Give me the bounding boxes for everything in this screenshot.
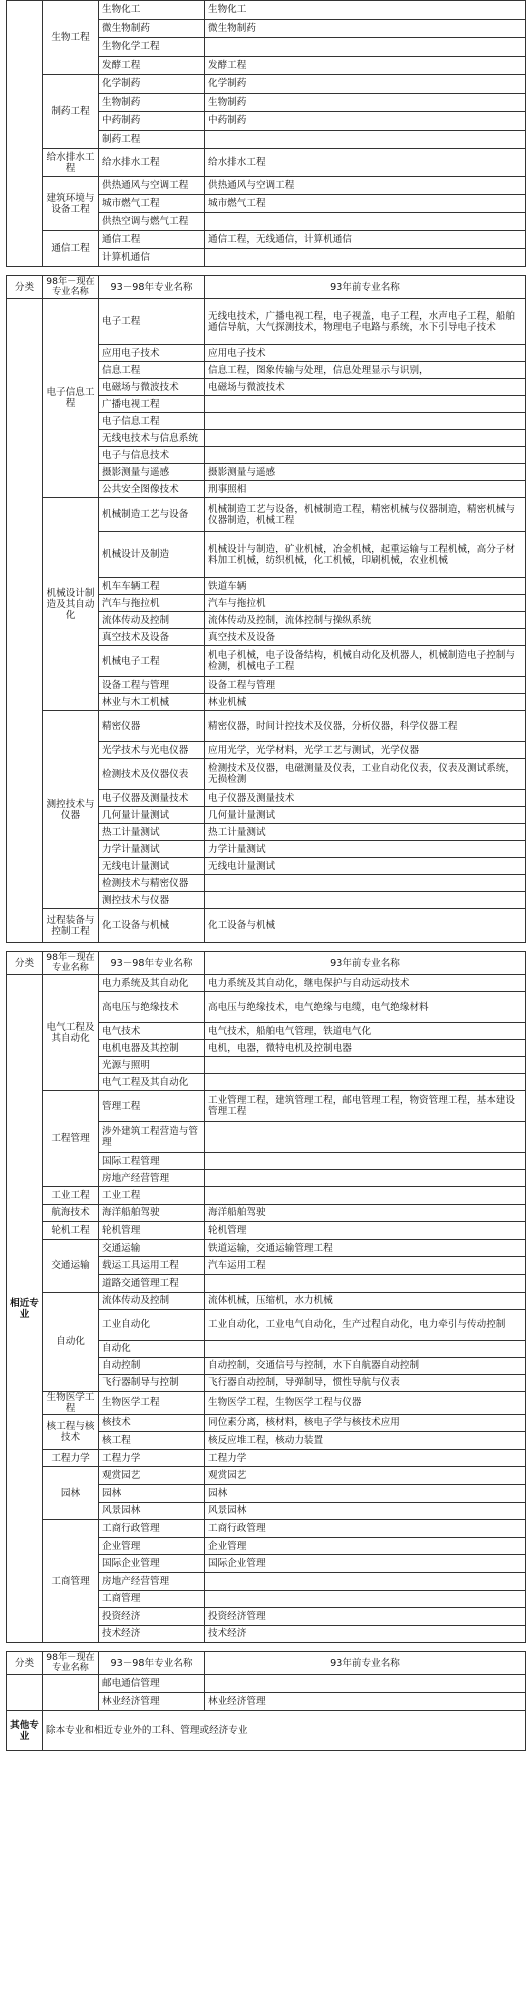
table-row bbox=[7, 1239, 526, 1257]
name-93-98-cell: 真空技术及设备 bbox=[99, 629, 205, 646]
name-pre-93-cell: 发酵工程 bbox=[205, 56, 526, 75]
name-pre-93-cell: 飞行器自动控制，导弹制导，惯性导航与仪表 bbox=[205, 1374, 526, 1391]
major-cell bbox=[43, 1675, 99, 1711]
name-93-98-cell: 汽车与拖拉机 bbox=[99, 595, 205, 612]
major-cell: 过程装备与控制工程 bbox=[43, 909, 99, 943]
header-category: 分类 bbox=[7, 1652, 43, 1675]
header-period-93-98: 93－98年专业名称 bbox=[99, 276, 205, 299]
name-pre-93-cell: 工业管理工程，建筑管理工程，邮电管理工程，物资管理工程，基本建设管理工程 bbox=[205, 1091, 526, 1122]
major-cell: 工程管理 bbox=[43, 1091, 99, 1187]
name-93-98-cell: 给水排水工程 bbox=[99, 149, 205, 177]
name-pre-93-cell: 核反应堆工程，核动力装置 bbox=[205, 1432, 526, 1450]
table-row bbox=[7, 231, 526, 249]
name-pre-93-cell: 化工设备与机械 bbox=[205, 909, 526, 943]
name-93-98-cell: 电子工程 bbox=[99, 299, 205, 345]
header-category: 分类 bbox=[7, 952, 43, 975]
name-93-98-cell: 微生物制药 bbox=[99, 19, 205, 38]
major-cell: 电气工程及其自动化 bbox=[43, 975, 99, 1091]
name-pre-93-cell: 生物制药 bbox=[205, 93, 526, 112]
name-93-98-cell: 高电压与绝缘技术 bbox=[99, 992, 205, 1023]
name-pre-93-cell: 给水排水工程 bbox=[205, 149, 526, 177]
other-majors-text: 除本专业和相近专业外的工科、管理或经济专业 bbox=[43, 1711, 526, 1751]
name-pre-93-cell: 微生物制药 bbox=[205, 19, 526, 38]
name-pre-93-cell: 林业机械 bbox=[205, 694, 526, 711]
name-93-98-cell: 生物制药 bbox=[99, 93, 205, 112]
major-cell: 自动化 bbox=[43, 1292, 99, 1391]
name-93-98-cell: 国际工程管理 bbox=[99, 1153, 205, 1170]
name-93-98-cell: 生物化学工程 bbox=[99, 38, 205, 57]
header-category: 分类 bbox=[7, 276, 43, 299]
name-93-98-cell: 飞行器制导与控制 bbox=[99, 1374, 205, 1391]
header-period-93-98: 93－98年专业名称 bbox=[99, 1652, 205, 1675]
name-pre-93-cell: 应用电子技术 bbox=[205, 345, 526, 362]
name-93-98-cell: 海洋船舶驾驶 bbox=[99, 1204, 205, 1222]
name-93-98-cell: 电机电器及其控制 bbox=[99, 1040, 205, 1057]
category-cell bbox=[7, 299, 43, 943]
name-pre-93-cell bbox=[205, 1153, 526, 1170]
major-cell: 航海技术 bbox=[43, 1204, 99, 1222]
table-row bbox=[7, 498, 526, 532]
name-pre-93-cell: 技术经济 bbox=[205, 1625, 526, 1643]
table-row bbox=[7, 909, 526, 943]
table-row bbox=[7, 1414, 526, 1432]
name-pre-93-cell bbox=[205, 1572, 526, 1590]
header-period-98-now: 98年－现在专业名称 bbox=[43, 1652, 99, 1675]
name-93-98-cell: 房地产经营管理 bbox=[99, 1170, 205, 1187]
section-table bbox=[6, 0, 526, 267]
name-pre-93-cell: 风景园林 bbox=[205, 1502, 526, 1520]
major-cell: 测控技术与仪器 bbox=[43, 711, 99, 909]
major-cell: 建筑环境与设备工程 bbox=[43, 177, 99, 231]
name-93-98-cell: 供热通风与空调工程 bbox=[99, 177, 205, 195]
name-pre-93-cell: 供热通风与空调工程 bbox=[205, 177, 526, 195]
name-pre-93-cell: 高电压与绝缘技术，电气绝缘与电缆，电气绝缘材料 bbox=[205, 992, 526, 1023]
name-93-98-cell: 电子与信息技术 bbox=[99, 447, 205, 464]
name-93-98-cell: 道路交通管理工程 bbox=[99, 1274, 205, 1292]
name-pre-93-cell: 工商行政管理 bbox=[205, 1520, 526, 1538]
header-period-pre-93: 93年前专业名称 bbox=[205, 952, 526, 975]
name-93-98-cell: 电子信息工程 bbox=[99, 413, 205, 430]
name-93-98-cell: 摄影测量与遥感 bbox=[99, 464, 205, 481]
name-93-98-cell: 计算机通信 bbox=[99, 249, 205, 267]
major-cell: 工业工程 bbox=[43, 1187, 99, 1205]
name-93-98-cell: 设备工程与管理 bbox=[99, 677, 205, 694]
name-pre-93-cell: 几何量计量测试 bbox=[205, 807, 526, 824]
table-header-row bbox=[7, 276, 526, 299]
name-pre-93-cell: 应用光学，光学材料，光学工艺与测试，光学仪器 bbox=[205, 742, 526, 759]
table-row bbox=[7, 975, 526, 992]
name-93-98-cell: 机械设计及制造 bbox=[99, 532, 205, 578]
name-93-98-cell: 电气工程及其自动化 bbox=[99, 1074, 205, 1091]
name-pre-93-cell: 机电子机械，电子设备结构，机械自动化及机器人，机械制造电子控制与检测，机械电子工程 bbox=[205, 646, 526, 677]
name-pre-93-cell bbox=[205, 1590, 526, 1608]
name-pre-93-cell: 轮机管理 bbox=[205, 1222, 526, 1240]
name-pre-93-cell: 信息工程，图象传输与处理，信息处理显示与识别， bbox=[205, 362, 526, 379]
name-93-98-cell: 载运工具运用工程 bbox=[99, 1257, 205, 1275]
name-pre-93-cell bbox=[205, 1675, 526, 1693]
major-cell: 机械设计制造及其自动化 bbox=[43, 498, 99, 711]
name-pre-93-cell bbox=[205, 130, 526, 149]
name-pre-93-cell: 机械制造工艺与设备，机械制造工程，精密机械与仪器制造，精密机械与仪器制造，机械工程 bbox=[205, 498, 526, 532]
name-93-98-cell: 国际企业管理 bbox=[99, 1555, 205, 1573]
major-cell: 工程力学 bbox=[43, 1449, 99, 1467]
other-majors-row bbox=[7, 1711, 526, 1751]
other-category-cell: 其他专业 bbox=[7, 1711, 43, 1751]
name-93-98-cell: 管理工程 bbox=[99, 1091, 205, 1122]
name-93-98-cell: 中药制药 bbox=[99, 112, 205, 131]
table-row bbox=[7, 75, 526, 94]
name-93-98-cell: 通信工程 bbox=[99, 231, 205, 249]
name-93-98-cell: 生物医学工程 bbox=[99, 1391, 205, 1414]
table-row bbox=[7, 1467, 526, 1485]
name-pre-93-cell: 城市燃气工程 bbox=[205, 195, 526, 213]
header-period-93-98: 93－98年专业名称 bbox=[99, 952, 205, 975]
table-row bbox=[7, 1391, 526, 1414]
name-pre-93-cell bbox=[205, 875, 526, 892]
name-pre-93-cell: 生物医学工程，生物医学工程与仪器 bbox=[205, 1391, 526, 1414]
name-pre-93-cell: 自动控制，交通信号与控制，水下自航器自动控制 bbox=[205, 1357, 526, 1374]
name-93-98-cell: 林业与木工机械 bbox=[99, 694, 205, 711]
name-pre-93-cell: 摄影测量与遥感 bbox=[205, 464, 526, 481]
name-93-98-cell: 机械制造工艺与设备 bbox=[99, 498, 205, 532]
name-93-98-cell: 园林 bbox=[99, 1484, 205, 1502]
name-pre-93-cell: 企业管理 bbox=[205, 1537, 526, 1555]
name-93-98-cell: 自动化 bbox=[99, 1340, 205, 1357]
name-93-98-cell: 公共安全图像技术 bbox=[99, 481, 205, 498]
name-pre-93-cell: 刑事照相 bbox=[205, 481, 526, 498]
name-pre-93-cell: 机械设计与制造，矿业机械，冶金机械，起重运输与工程机械，高分子材料加工机械，纺织机械，化工机械，印刷机械，农业机械 bbox=[205, 532, 526, 578]
major-cell: 园林 bbox=[43, 1467, 99, 1520]
name-pre-93-cell bbox=[205, 1074, 526, 1091]
name-pre-93-cell: 工业自动化，工业电气自动化，生产过程自动化，电力牵引与传动控制 bbox=[205, 1309, 526, 1340]
major-cell: 交通运输 bbox=[43, 1239, 99, 1292]
name-93-98-cell: 工商行政管理 bbox=[99, 1520, 205, 1538]
table-row bbox=[7, 1091, 526, 1122]
name-pre-93-cell: 真空技术及设备 bbox=[205, 629, 526, 646]
section-table bbox=[6, 1651, 526, 1751]
name-93-98-cell: 观赏园艺 bbox=[99, 1467, 205, 1485]
section-table bbox=[6, 951, 526, 1643]
table-row bbox=[7, 177, 526, 195]
name-pre-93-cell: 流体传动及控制，流体控制与操纵系统 bbox=[205, 612, 526, 629]
name-93-98-cell: 风景园林 bbox=[99, 1502, 205, 1520]
name-93-98-cell: 应用电子技术 bbox=[99, 345, 205, 362]
table-gap bbox=[6, 1643, 525, 1651]
name-93-98-cell: 工程力学 bbox=[99, 1449, 205, 1467]
name-93-98-cell: 化学制药 bbox=[99, 75, 205, 94]
name-pre-93-cell: 生物化工 bbox=[205, 1, 526, 20]
name-pre-93-cell: 化学制药 bbox=[205, 75, 526, 94]
table-row bbox=[7, 1187, 526, 1205]
table-row bbox=[7, 1, 526, 20]
name-pre-93-cell: 中药制药 bbox=[205, 112, 526, 131]
major-cell: 轮机工程 bbox=[43, 1222, 99, 1240]
name-93-98-cell: 林业经济管理 bbox=[99, 1693, 205, 1711]
name-pre-93-cell: 通信工程，无线通信，计算机通信 bbox=[205, 231, 526, 249]
name-93-98-cell: 信息工程 bbox=[99, 362, 205, 379]
name-93-98-cell: 制药工程 bbox=[99, 130, 205, 149]
name-93-98-cell: 工业自动化 bbox=[99, 1309, 205, 1340]
name-93-98-cell: 机车车辆工程 bbox=[99, 578, 205, 595]
name-pre-93-cell bbox=[205, 1274, 526, 1292]
category-cell bbox=[7, 1, 43, 267]
name-93-98-cell: 光学技术与光电仪器 bbox=[99, 742, 205, 759]
name-pre-93-cell: 无线电技术，广播电视工程，电子视盖，电子工程，水声电子工程，船舶通信导航，大气探测技术，物理电子电路与系统，水下引导电子技术 bbox=[205, 299, 526, 345]
table-row bbox=[7, 299, 526, 345]
header-period-pre-93: 93年前专业名称 bbox=[205, 1652, 526, 1675]
section-table bbox=[6, 275, 526, 943]
name-93-98-cell: 无线电计量测试 bbox=[99, 858, 205, 875]
major-cell: 电子信息工程 bbox=[43, 299, 99, 498]
name-93-98-cell: 几何量计量测试 bbox=[99, 807, 205, 824]
name-pre-93-cell bbox=[205, 38, 526, 57]
name-93-98-cell: 核工程 bbox=[99, 1432, 205, 1450]
name-93-98-cell: 生物化工 bbox=[99, 1, 205, 20]
name-pre-93-cell bbox=[205, 249, 526, 267]
name-93-98-cell: 电磁场与微波技术 bbox=[99, 379, 205, 396]
table-gap bbox=[6, 943, 525, 951]
table-row bbox=[7, 1204, 526, 1222]
name-pre-93-cell: 观赏园艺 bbox=[205, 1467, 526, 1485]
name-pre-93-cell: 铁道运输，交通运输管理工程 bbox=[205, 1239, 526, 1257]
name-pre-93-cell: 流体机械，压缩机，水力机械 bbox=[205, 1292, 526, 1309]
name-pre-93-cell bbox=[205, 430, 526, 447]
name-pre-93-cell bbox=[205, 1122, 526, 1153]
name-pre-93-cell: 汽车与拖拉机 bbox=[205, 595, 526, 612]
name-93-98-cell: 房地产经营管理 bbox=[99, 1572, 205, 1590]
name-93-98-cell: 投资经济 bbox=[99, 1608, 205, 1626]
table-row bbox=[7, 711, 526, 742]
name-93-98-cell: 涉外建筑工程营造与管理 bbox=[99, 1122, 205, 1153]
name-pre-93-cell: 汽车运用工程 bbox=[205, 1257, 526, 1275]
table-row bbox=[7, 149, 526, 177]
major-cell: 生物工程 bbox=[43, 1, 99, 75]
name-93-98-cell: 电力系统及其自动化 bbox=[99, 975, 205, 992]
name-93-98-cell: 技术经济 bbox=[99, 1625, 205, 1643]
name-pre-93-cell bbox=[205, 1057, 526, 1074]
name-93-98-cell: 机械电子工程 bbox=[99, 646, 205, 677]
name-pre-93-cell: 国际企业管理 bbox=[205, 1555, 526, 1573]
name-pre-93-cell bbox=[205, 1170, 526, 1187]
major-cell: 通信工程 bbox=[43, 231, 99, 267]
name-pre-93-cell bbox=[205, 413, 526, 430]
name-93-98-cell: 光源与照明 bbox=[99, 1057, 205, 1074]
document bbox=[6, 0, 525, 2000]
table-row bbox=[7, 1449, 526, 1467]
name-93-98-cell: 流体传动及控制 bbox=[99, 612, 205, 629]
name-93-98-cell: 轮机管理 bbox=[99, 1222, 205, 1240]
name-pre-93-cell: 热工计量测试 bbox=[205, 824, 526, 841]
name-pre-93-cell bbox=[205, 1340, 526, 1357]
name-pre-93-cell: 电机，电器，微特电机及控制电器 bbox=[205, 1040, 526, 1057]
name-pre-93-cell: 检测技术及仪器，电磁测量及仪表，工业自动化仪表，仪表及测试系统，无损检测 bbox=[205, 759, 526, 790]
name-pre-93-cell: 精密仪器，时间计控技术及仪器，分析仪器，科学仪器工程 bbox=[205, 711, 526, 742]
category-cell: 相近专业 bbox=[7, 975, 43, 1643]
name-pre-93-cell: 无线电计量测试 bbox=[205, 858, 526, 875]
major-cell: 核工程与核技术 bbox=[43, 1414, 99, 1449]
major-cell: 工商管理 bbox=[43, 1520, 99, 1643]
name-pre-93-cell: 工程力学 bbox=[205, 1449, 526, 1467]
header-period-pre-93: 93年前专业名称 bbox=[205, 276, 526, 299]
name-93-98-cell: 工业工程 bbox=[99, 1187, 205, 1205]
name-pre-93-cell: 设备工程与管理 bbox=[205, 677, 526, 694]
name-93-98-cell: 检测技术及仪器仪表 bbox=[99, 759, 205, 790]
category-cell bbox=[7, 1675, 43, 1711]
name-93-98-cell: 测控技术与仪器 bbox=[99, 892, 205, 909]
name-93-98-cell: 流体传动及控制 bbox=[99, 1292, 205, 1309]
name-93-98-cell: 核技术 bbox=[99, 1414, 205, 1432]
name-pre-93-cell: 电力系统及其自动化，继电保护与自动远动技术 bbox=[205, 975, 526, 992]
name-pre-93-cell: 电气技术，船舶电气管理，铁道电气化 bbox=[205, 1023, 526, 1040]
name-pre-93-cell: 林业经济管理 bbox=[205, 1693, 526, 1711]
name-pre-93-cell bbox=[205, 447, 526, 464]
name-pre-93-cell: 同位素分离，核材料，核电子学与核技术应用 bbox=[205, 1414, 526, 1432]
name-93-98-cell: 广播电视工程 bbox=[99, 396, 205, 413]
name-93-98-cell: 电气技术 bbox=[99, 1023, 205, 1040]
name-pre-93-cell bbox=[205, 213, 526, 231]
name-93-98-cell: 检测技术与精密仪器 bbox=[99, 875, 205, 892]
name-93-98-cell: 电子仪器及测量技术 bbox=[99, 790, 205, 807]
name-93-98-cell: 发酵工程 bbox=[99, 56, 205, 75]
name-93-98-cell: 城市燃气工程 bbox=[99, 195, 205, 213]
name-93-98-cell: 企业管理 bbox=[99, 1537, 205, 1555]
name-pre-93-cell bbox=[205, 1187, 526, 1205]
name-93-98-cell: 无线电技术与信息系统 bbox=[99, 430, 205, 447]
table-row bbox=[7, 1292, 526, 1309]
name-93-98-cell: 化工设备与机械 bbox=[99, 909, 205, 943]
name-pre-93-cell: 电磁场与微波技术 bbox=[205, 379, 526, 396]
table-header-row bbox=[7, 1652, 526, 1675]
name-pre-93-cell: 海洋船舶驾驶 bbox=[205, 1204, 526, 1222]
table-row bbox=[7, 1222, 526, 1240]
name-pre-93-cell: 园林 bbox=[205, 1484, 526, 1502]
major-cell: 给水排水工程 bbox=[43, 149, 99, 177]
name-93-98-cell: 自动控制 bbox=[99, 1357, 205, 1374]
header-period-98-now: 98年－现在专业名称 bbox=[43, 952, 99, 975]
table-gap bbox=[6, 267, 525, 275]
name-93-98-cell: 邮电通信管理 bbox=[99, 1675, 205, 1693]
major-cell: 制药工程 bbox=[43, 75, 99, 149]
name-93-98-cell: 热工计量测试 bbox=[99, 824, 205, 841]
name-93-98-cell: 交通运输 bbox=[99, 1239, 205, 1257]
name-93-98-cell: 精密仪器 bbox=[99, 711, 205, 742]
name-pre-93-cell bbox=[205, 396, 526, 413]
name-93-98-cell: 工商管理 bbox=[99, 1590, 205, 1608]
name-pre-93-cell: 电子仪器及测量技术 bbox=[205, 790, 526, 807]
name-pre-93-cell: 力学计量测试 bbox=[205, 841, 526, 858]
name-pre-93-cell: 铁道车辆 bbox=[205, 578, 526, 595]
table-header-row bbox=[7, 952, 526, 975]
name-pre-93-cell: 投资经济管理 bbox=[205, 1608, 526, 1626]
name-93-98-cell: 力学计量测试 bbox=[99, 841, 205, 858]
major-cell: 生物医学工程 bbox=[43, 1391, 99, 1414]
table-row bbox=[7, 1675, 526, 1693]
header-period-98-now: 98年－现在专业名称 bbox=[43, 276, 99, 299]
name-93-98-cell: 供热空调与燃气工程 bbox=[99, 213, 205, 231]
name-pre-93-cell bbox=[205, 892, 526, 909]
table-row bbox=[7, 1520, 526, 1538]
